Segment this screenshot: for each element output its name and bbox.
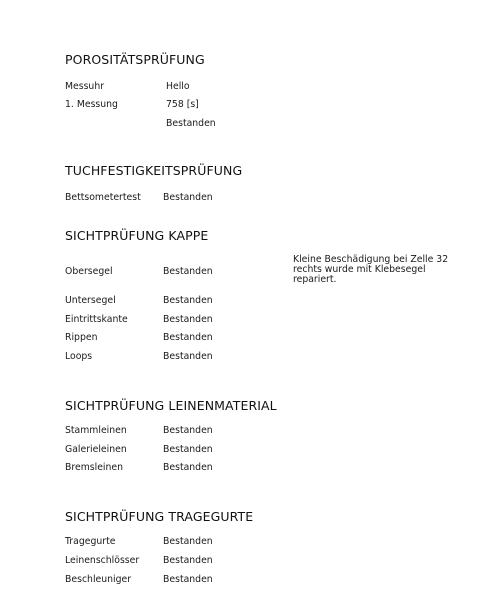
row-label-untersegel: Untersegel bbox=[65, 295, 116, 306]
row-value-tragegurte: Bestanden bbox=[163, 536, 213, 547]
row-value-galerieleinen: Bestanden bbox=[163, 444, 213, 455]
note-obersegel: Kleine Beschädigung bei Zelle 32 rechts wurde mit Klebesegel repariert. bbox=[293, 254, 449, 286]
row-label-beschleuniger: Beschleuniger bbox=[65, 574, 132, 585]
row-label-messuhr: Messuhr bbox=[65, 81, 105, 92]
section-title-porositaet: POROSITÄTSPRÜFUNG bbox=[65, 52, 205, 67]
row-value-messung: 758 [s] bbox=[166, 99, 199, 110]
row-value-untersegel: Bestanden bbox=[163, 295, 213, 306]
section-title-tuchfestigkeit: TUCHFESTIGKEITSPRÜFUNG bbox=[65, 163, 243, 178]
row-value-loops: Bestanden bbox=[163, 351, 213, 362]
row-value-beschleuniger: Bestanden bbox=[163, 574, 213, 585]
row-value-stammleinen: Bestanden bbox=[163, 425, 213, 436]
row-label-messung: 1. Messung bbox=[65, 99, 118, 110]
row-label-bremsleinen: Bremsleinen bbox=[65, 462, 124, 473]
row-label-loops: Loops bbox=[65, 351, 93, 362]
row-value-obersegel: Bestanden bbox=[163, 266, 213, 277]
row-value-rippen: Bestanden bbox=[163, 332, 213, 343]
row-label-tragegurte: Tragegurte bbox=[65, 536, 116, 547]
section-title-kappe: SICHTPRÜFUNG KAPPE bbox=[65, 228, 209, 243]
row-label-bettsometertest: Bettsometertest bbox=[65, 192, 141, 203]
row-value-leinenschloesser: Bestanden bbox=[163, 555, 213, 566]
row-label-obersegel: Obersegel bbox=[65, 266, 113, 277]
section-title-leinen: SICHTPRÜFUNG LEINENMATERIAL bbox=[65, 398, 277, 413]
row-value-bettsometertest: Bestanden bbox=[163, 192, 213, 203]
row-label-eintrittskante: Eintrittskante bbox=[65, 314, 128, 325]
row-value-porositaet-result: Bestanden bbox=[166, 118, 216, 129]
row-label-rippen: Rippen bbox=[65, 332, 98, 343]
row-value-messuhr: Hello bbox=[166, 81, 190, 92]
row-label-leinenschloesser: Leinenschlösser bbox=[65, 555, 140, 566]
section-title-tragegurte: SICHTPRÜFUNG TRAGEGURTE bbox=[65, 509, 254, 524]
row-value-eintrittskante: Bestanden bbox=[163, 314, 213, 325]
row-label-stammleinen: Stammleinen bbox=[65, 425, 127, 436]
row-value-bremsleinen: Bestanden bbox=[163, 462, 213, 473]
row-label-galerieleinen: Galerieleinen bbox=[65, 444, 127, 455]
